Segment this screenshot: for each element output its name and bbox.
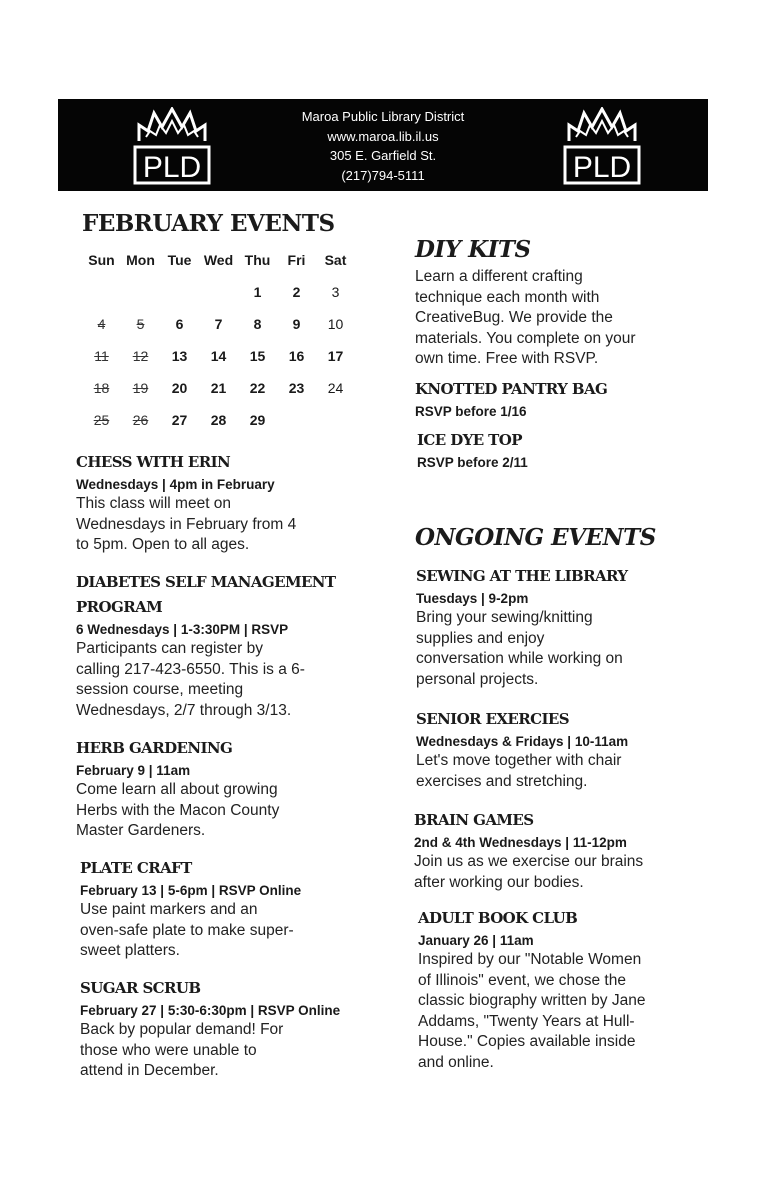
- calendar-day: 3: [331, 284, 340, 300]
- calendar-day: 23: [288, 380, 305, 396]
- calendar-day: 2: [292, 284, 301, 300]
- event-title: SEWING AT THE LIBRARY: [416, 567, 628, 585]
- library-header: [58, 99, 708, 191]
- event-title: BRAIN GAMES: [414, 811, 534, 829]
- event-title: SENIOR EXERCIES: [416, 710, 569, 728]
- calendar-day: 11: [94, 348, 109, 364]
- calendar-day: 18: [93, 380, 110, 396]
- kit-ice-dye-top: [417, 428, 528, 472]
- event-description: Participants can register by calling 217-423-6550. This is a 6- session course, meeting Wednesdays, 2/7 through 3/13.: [76, 640, 305, 719]
- event-meta: Tuesdays | 9-2pm: [416, 591, 529, 606]
- calendar-day: 21: [210, 380, 227, 396]
- event-herb-gardening: [76, 736, 279, 842]
- calendar-day: 25: [93, 412, 110, 428]
- event-meta: February 27 | 5:30-6:30pm | RSVP Online: [80, 1003, 341, 1018]
- pld-logo-right: [562, 107, 642, 185]
- event-adult-book-club: [418, 906, 645, 1073]
- calendar-day: 12: [132, 348, 149, 364]
- calendar-weekday-header: Tue: [167, 252, 192, 268]
- calendar-day: 28: [210, 412, 227, 428]
- calendar-day: 7: [214, 316, 223, 332]
- event-meta: February 13 | 5-6pm | RSVP Online: [80, 883, 302, 898]
- calendar-day: 17: [327, 348, 344, 364]
- event-meta: 2nd & 4th Wednesdays | 11-12pm: [414, 835, 627, 850]
- calendar-day: 15: [249, 348, 266, 364]
- calendar-day: 27: [171, 412, 188, 428]
- calendar-day: 16: [288, 348, 305, 364]
- library-name: Maroa Public Library District: [301, 109, 465, 124]
- calendar-day: 29: [249, 412, 266, 428]
- event-description: Come learn all about growing Herbs with the Macon County Master Gardeners.: [76, 781, 280, 839]
- calendar-day: 9: [292, 316, 301, 332]
- calendar-day: 26: [132, 412, 149, 428]
- event-title: SUGAR SCRUB: [80, 979, 201, 997]
- kit-rsvp: RSVP before 1/16: [415, 404, 527, 419]
- library-contact: [228, 107, 538, 185]
- calendar-weekday-header: Sat: [324, 252, 347, 268]
- event-description: This class will meet on Wednesdays in February from 4 to 5pm. Open to all ages.: [76, 495, 297, 553]
- logo-text-left: PLD: [142, 151, 202, 184]
- event-meta: January 26 | 11am: [418, 933, 534, 948]
- february-events-title: FEBRUARY EVENTS: [82, 210, 335, 237]
- calendar-day: 22: [249, 380, 266, 396]
- event-senior-exercises: [416, 707, 628, 792]
- calendar-day: 4: [97, 316, 106, 332]
- event-description: Join us as we exercise our brains after working our bodies.: [414, 853, 644, 891]
- event-title: HERB GARDENING: [76, 739, 233, 757]
- kit-rsvp: RSVP before 2/11: [417, 455, 528, 470]
- diy-kits-title: DIY KITS: [415, 236, 531, 263]
- event-meta: Wednesdays | 4pm in February: [76, 477, 275, 492]
- event-meta: February 9 | 11am: [76, 763, 191, 778]
- event-title: DIABETES SELF MANAGEMENT PROGRAM: [76, 573, 336, 616]
- event-description: Inspired by our "Notable Women of Illinois" event, we chose the classic biography written by Jane Addams, "Twenty Years at Hull- House." Copies available inside and online.: [418, 951, 646, 1071]
- event-sugar-scrub: [80, 976, 340, 1082]
- event-plate-craft: [80, 856, 301, 962]
- event-diabetes: [76, 570, 335, 721]
- diy-description-block: [415, 267, 636, 370]
- event-description: Let's move together with chair exercises and stretching.: [416, 752, 622, 790]
- event-description: Bring your sewing/knitting supplies and enjoy conversation while working on personal projects.: [416, 609, 623, 688]
- event-description: Use paint markers and an oven-safe plate to make super- sweet platters.: [80, 901, 294, 959]
- calendar-weekday-header: Wed: [203, 252, 234, 268]
- calendar-day: 5: [136, 316, 145, 332]
- pld-logo-left: [132, 107, 212, 185]
- kit-title: KNOTTED PANTRY BAG: [415, 380, 608, 398]
- event-meta: 6 Wednesdays | 1-3:30PM | RSVP: [76, 622, 289, 637]
- event-sewing: [416, 564, 628, 690]
- calendar-day: 10: [327, 316, 344, 332]
- calendar-weekday-header: Sun: [88, 252, 115, 268]
- calendar-weekday-header: Mon: [126, 252, 155, 268]
- calendar-weekday-header: Fri: [287, 252, 306, 268]
- calendar-day: 13: [171, 348, 188, 364]
- diy-description: Learn a different crafting technique each month with CreativeBug. We provide the materials. You complete on your own time. Free with RSVP.: [415, 268, 636, 367]
- calendar-day: 20: [171, 380, 188, 396]
- library-website[interactable]: www.maroa.lib.il.us: [327, 128, 439, 144]
- kit-knotted-pantry-bag: [415, 377, 607, 421]
- calendar-day: 8: [253, 316, 262, 332]
- event-chess: [76, 450, 296, 556]
- event-brain-games: [414, 808, 643, 893]
- calendar-day: 1: [253, 284, 262, 300]
- calendar-weekday-header: Thu: [244, 252, 271, 268]
- library-phone: (217)794-5111: [341, 167, 425, 183]
- calendar-day: 19: [132, 380, 149, 396]
- ongoing-events-title: ONGOING EVENTS: [415, 524, 656, 551]
- event-description: Back by popular demand! For those who were unable to attend in December.: [80, 1021, 284, 1079]
- event-title: PLATE CRAFT: [80, 859, 192, 877]
- event-title: CHESS WITH ERIN: [76, 453, 231, 471]
- calendar-day: 24: [327, 380, 344, 396]
- calendar-day: 6: [175, 316, 184, 332]
- event-meta: Wednesdays & Fridays | 10-11am: [416, 734, 629, 749]
- kit-title: ICE DYE TOP: [417, 431, 522, 449]
- calendar-day: 14: [210, 348, 227, 364]
- event-title: ADULT BOOK CLUB: [418, 909, 578, 927]
- library-address: 305 E. Garfield St.: [329, 148, 437, 163]
- logo-text-right: PLD: [572, 151, 632, 184]
